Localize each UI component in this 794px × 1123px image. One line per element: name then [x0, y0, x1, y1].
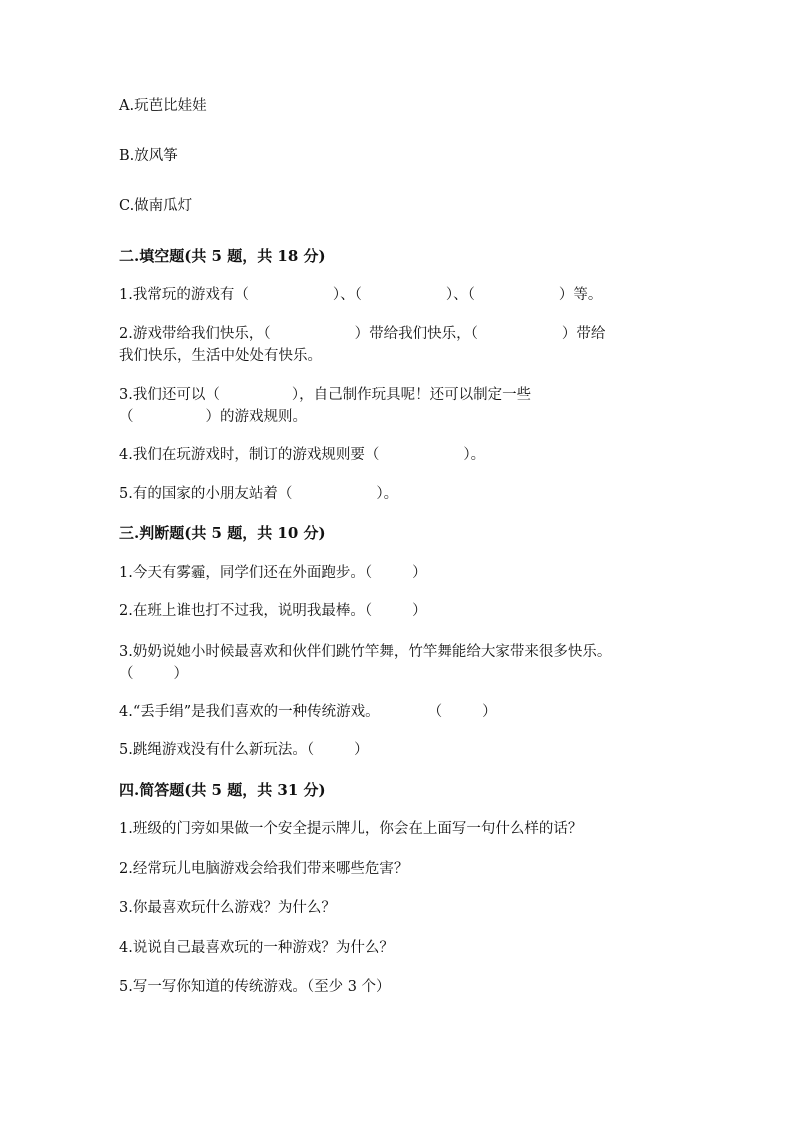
judge-question-2: 2.在班上谁也打不过我，说明我最棒。（ ） [119, 603, 427, 619]
fill-question-4: 4.我们在玩游戏时，制订的游戏规则要（ ）。 [119, 447, 486, 463]
option-c: C.做南瓜灯 [119, 198, 193, 214]
short-question-1: 1.班级的门旁如果做一个安全提示牌儿，你会在上面写一句什么样的话？ [119, 821, 583, 837]
fill-question-2: 2.游戏带给我们快乐，（ ）带给我们快乐，（ ）带给 [119, 326, 606, 342]
short-question-3: 3.你最喜欢玩什么游戏？为什么？ [119, 900, 336, 916]
judge-question-4: 4.“丢手绢”是我们喜欢的一种传统游戏。 （ ） [119, 704, 497, 720]
judge-question-3: 3.奶奶说她小时候最喜欢和伙伴们跳竹竿舞，竹竿舞能给大家带来很多快乐。 [119, 644, 612, 660]
option-b: B.放风筝 [119, 148, 178, 164]
fill-question-2-cont: 我们快乐，生活中处处有快乐。 [119, 348, 322, 364]
judge-question-1: 1.今天有雾霾，同学们还在外面跑步。（ ） [119, 565, 427, 581]
fill-question-1: 1.我常玩的游戏有（ ）、（ ）、（ ）等。 [119, 287, 603, 303]
fill-section-header: 二.填空题(共 5 题，共 18 分) [119, 247, 326, 265]
short-question-2: 2.经常玩儿电脑游戏会给我们带来哪些危害？ [119, 861, 409, 877]
fill-question-3: 3.我们还可以（ ），自己制作玩具呢！还可以制定一些 [119, 387, 532, 403]
judge-question-5: 5.跳绳游戏没有什么新玩法。（ ） [119, 742, 369, 758]
short-section-header: 四.简答题(共 5 题，共 31 分) [119, 781, 326, 799]
fill-question-3-cont: （ ）的游戏规则。 [119, 409, 307, 425]
judge-section-header: 三.判断题(共 5 题，共 10 分) [119, 524, 326, 542]
fill-question-5: 5.有的国家的小朋友站着（ ）。 [119, 486, 399, 502]
option-a: A.玩芭比娃娃 [119, 98, 207, 114]
short-question-5: 5.写一写你知道的传统游戏。（至少 3 个） [119, 979, 391, 995]
short-question-4: 4.说说自己最喜欢玩的一种游戏？为什么？ [119, 940, 394, 956]
judge-question-3-cont: （ ） [119, 666, 188, 682]
